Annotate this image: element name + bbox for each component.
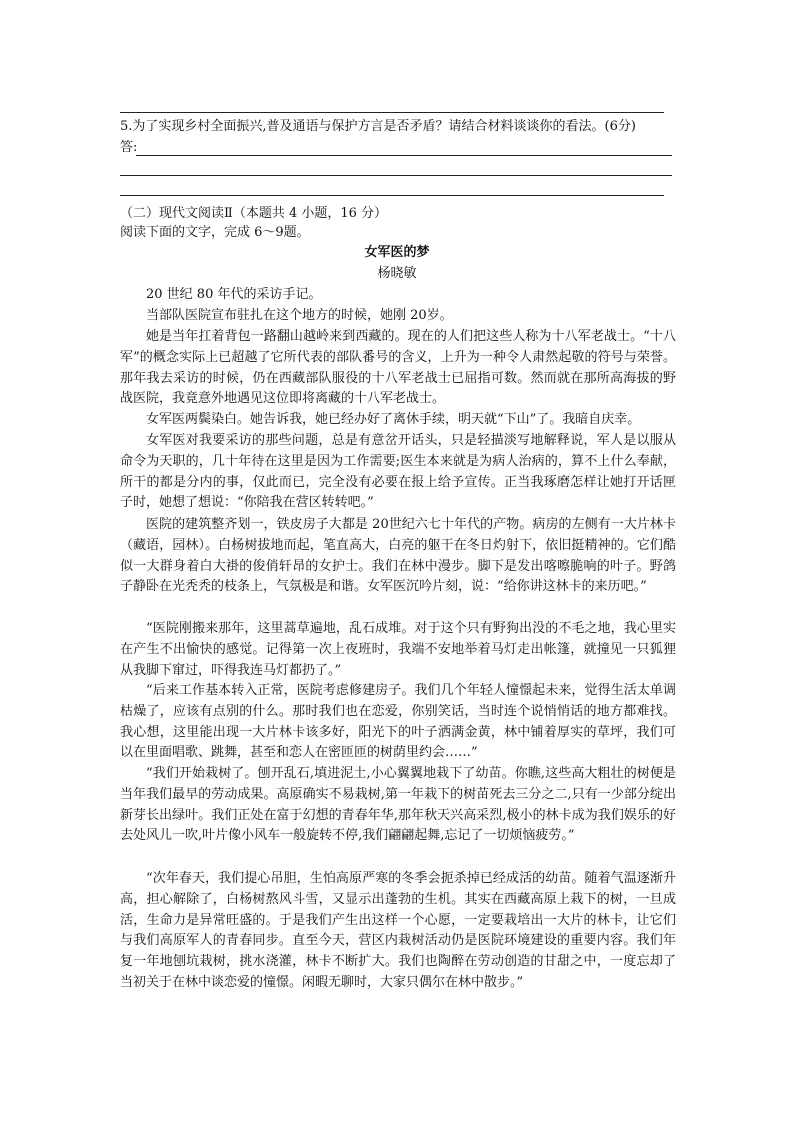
article-title: 女军医的梦	[364, 245, 430, 260]
answer-line	[136, 155, 672, 156]
paragraph: 女军医两鬓染白。她告诉我，她已经办好了离休手续，明天就“下山”了。我暗自庆幸。	[146, 412, 641, 427]
paragraph: “次年春天，我们提心吊胆，生怕高原严寒的冬季会扼杀掉已经成活的幼苗。随着气温逐渐升高，担心解除了，白杨树熬风斗雪，又显示出蓬勃的生机。其实在西藏高原上栽下的树，一旦成活，生命力是异常旺盛的。于是我们产生出这样一个心愿，一定要栽培出一大片的林卡，让它们与我们高原军人的青春同步。直至今天，营区内栽树活动仍是医院环境建设的重要内容。我们年复一年地刨坑栽树，挑水浇灌，林卡不断扩大。我们也陶醉在劳动创造的甘甜之中，一度忘却了当初关于在林中谈恋爱的憧憬。闲暇无聊时，大家只偶尔在林中散步。”	[120, 871, 676, 990]
answer-line	[120, 175, 672, 176]
paragraph: 医院的建筑整齐划一，铁皮房子大都是 20世纪六七十年代的产物。病房的左侧有一大片林卡（藏语，园林）。白杨树拔地而起，笔直高大，白亮的躯干在冬日灼射下，依旧挺精神的。它们酷似一大群身着白大褂的俊俏轩昂的女护士。我们在林中漫步。脚下是发出喀嚓脆响的叶子。野鸽子静卧在光秃秃的枝条上，气氛极是和谐。女军医沉吟片刻，说：“给你讲这林卡的来历吧。”	[120, 517, 676, 595]
answer-label: 答:	[120, 140, 138, 155]
paragraph: “我们开始栽树了。刨开乱石,填进泥土,小心翼翼地栽下了幼苗。你瞧,这些高大粗壮的树便是当年我们最早的劳动成果。高原确实不易栽树,第一年栽下的树苗死去三分之二,只有一少部分绽出新芽长出绿叶。我们正处在富于幻想的青春年华,那年秋天兴高采烈,极小的林卡成为我们娱乐的好去处风儿一吹,叶片像小风车一般旋转不停,我们翩翩起舞,忘记了一切烦恼疲劳。”	[120, 766, 676, 844]
paragraph: 20 世纪 80 年代的采访手记。	[146, 287, 322, 302]
section-heading: （二）现代文阅读Ⅱ（本题共 4 小题，16 分）	[120, 206, 388, 221]
article-author: 杨晓敏	[377, 266, 417, 281]
answer-line	[120, 112, 664, 113]
paragraph: “后来工作基本转入正常，医院考虑修建房子。我们几个年轻人憧憬起未来，觉得生活太单调枯燥了，应该有点别的什么。那时我们也在恋爱，你别笑话，当时连个说悄悄话的地方都难找。我心想，这里能出现一大片林卡该多好，阳光下的叶子洒满金黄，林中铺着厚实的草坪，我们可以在里面唱歌、跳舞，甚至和恋人在密匝匝的树荫里约会……”	[120, 683, 676, 761]
paragraph: 当部队医院宣布驻扎在这个地方的时候，她刚 20岁。	[146, 308, 453, 323]
question-5: 5.为了实现乡村全面振兴,普及通语与保护方言是否矛盾？请结合材料谈谈你的看法。(6分)	[120, 119, 636, 134]
section-instruction: 阅读下面的文字，完成 6～9题。	[120, 225, 310, 240]
paragraph: 她是当年扛着背包一路翻山越岭来到西藏的。现在的人们把这些人称为十八军老战士。“十八军”的概念实际上已超越了它所代表的部队番号的含义，上升为一种令人肃然起敬的符号与荣誉。那年我去采访的时候，仍在西藏部队服役的十八军老战士已屈指可数。然而就在那所高海拔的野战医院，我竟意外地遇见这位即将离藏的十八军老战士。	[120, 329, 676, 407]
paragraph: 女军医对我要采访的那些问题，总是有意岔开话头，只是轻描淡写地解释说，军人是以服从命令为天职的，几十年待在这里是因为工作需要;医生本来就是为病人治病的，算不上什么奉献，所干的都是分内的事，仅此而已，完全没有必要在报上给予宣传。正当我琢磨怎样让她打开话匣子时，她想了想说：“你陪我在营区转转吧。”	[120, 433, 676, 511]
paragraph: “医院刚搬来那年，这里蒿草遍地，乱石成堆。对于这个只有野狗出没的不毛之地，我心里实在产生不出愉快的感觉。记得第一次上夜班时，我端不安地举着马灯走出帐篷，就撞见一只狐狸从我脚下窜过，吓得我连马灯都扔了。”	[120, 621, 676, 678]
answer-line	[120, 195, 664, 196]
